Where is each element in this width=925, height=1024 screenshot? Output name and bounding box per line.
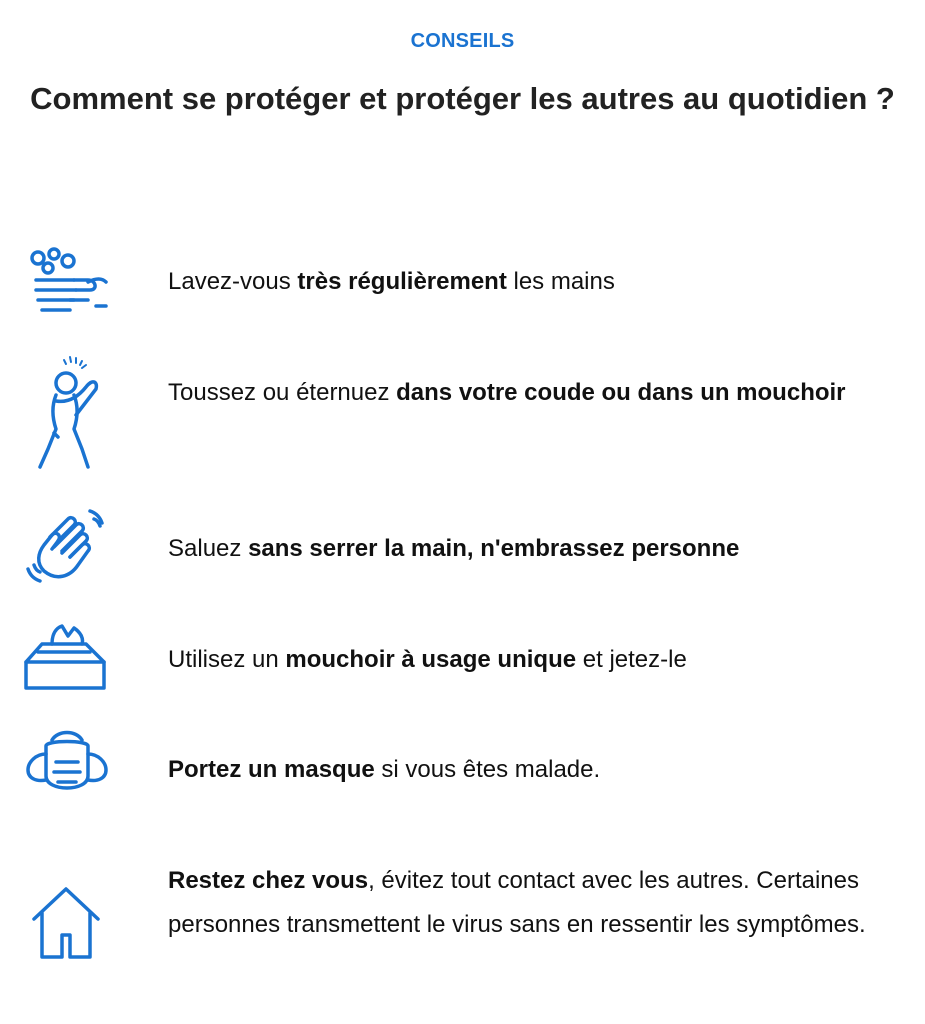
waving-hand-icon xyxy=(24,507,116,589)
tip-text: Restez chez vous, évitez tout contact avec les autres. Certaines personnes transmettent le virus sans en ressentir les symptômes. xyxy=(168,867,866,938)
page-title: Comment se protéger et protéger les autres au quotidien ? xyxy=(30,81,895,116)
face-mask-icon xyxy=(24,728,116,808)
tip-text: Utilisez un mouchoir à usage unique et jetez-le xyxy=(168,646,687,673)
cough-in-elbow-icon xyxy=(24,355,116,475)
tip-text: Saluez sans serrer la main, n'embrassez personne xyxy=(168,535,740,562)
tip-text: Portez un masque si vous êtes malade. xyxy=(168,756,601,783)
hand-washing-icon xyxy=(24,246,116,316)
tip-text: Lavez-vous très régulièrement les mains xyxy=(168,268,615,295)
house-icon xyxy=(24,885,116,965)
tissue-box-icon xyxy=(24,622,116,692)
eyebrow-label: CONSEILS xyxy=(410,30,515,52)
tip-text: Toussez ou éternuez dans votre coude ou dans un mouchoir xyxy=(168,379,846,406)
